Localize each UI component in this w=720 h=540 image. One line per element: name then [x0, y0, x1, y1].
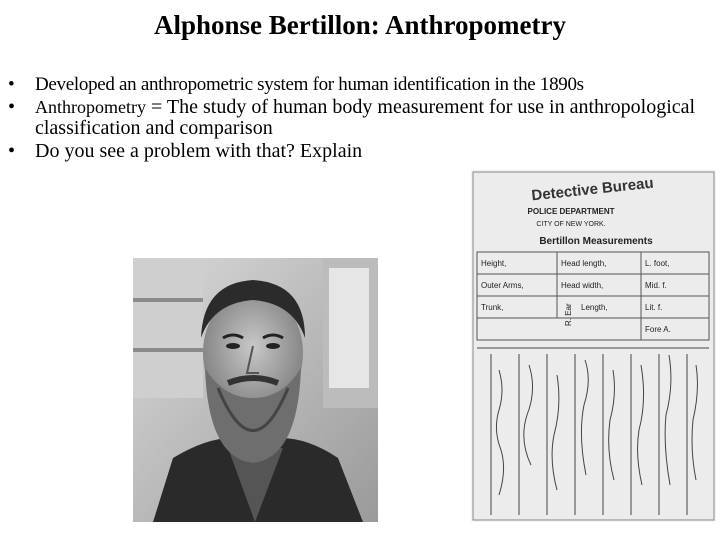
- bullet-text: Do you see a problem with that? Explain: [35, 140, 363, 162]
- card-stamp: Detective Bureau: [530, 174, 655, 205]
- card-field-head-length: Head length,: [561, 259, 607, 268]
- bertillon-record-card-image: [471, 170, 716, 522]
- card-department: POLICE DEPARTMENT: [527, 207, 615, 216]
- card-field-outer-arms: Outer Arms,: [481, 281, 524, 290]
- bullet-list: [8, 74, 698, 164]
- bullet-marker: •: [8, 140, 16, 162]
- bullet-text: = The study of human body measurement for use in anthropological classification and comparison: [35, 96, 696, 139]
- bullet-item: [8, 74, 698, 95]
- slide-title: Alphonse Bertillon: Anthropometry: [153, 10, 566, 40]
- card-field-head-width: Head width,: [561, 281, 604, 290]
- card-field-left-foot: L. foot,: [645, 259, 670, 268]
- card-field-ear-length: Length,: [581, 303, 608, 312]
- card-field-forearm: Fore A.: [645, 325, 671, 334]
- card-city: CITY OF NEW YORK.: [536, 221, 606, 228]
- bullet-marker: •: [8, 74, 15, 95]
- card-side-label: R. Ear: [564, 303, 573, 326]
- card-heading: Bertillon Measurements: [539, 236, 653, 247]
- card-field-trunk: Trunk,: [481, 303, 504, 312]
- bullet-item: [8, 141, 698, 162]
- card-field-little-finger: Lit. f.: [645, 303, 663, 312]
- bullet-text: Developed an anthropometric system for human identification in the 1890s: [35, 74, 584, 95]
- bullet-marker: •: [8, 96, 16, 118]
- bertillon-portrait-photo: [133, 258, 378, 522]
- card-field-middle-finger: Mid. f.: [645, 281, 667, 290]
- bullet-item: [8, 97, 698, 139]
- bullet-term: Anthropometry: [35, 97, 146, 117]
- card-field-height: Height,: [481, 259, 507, 268]
